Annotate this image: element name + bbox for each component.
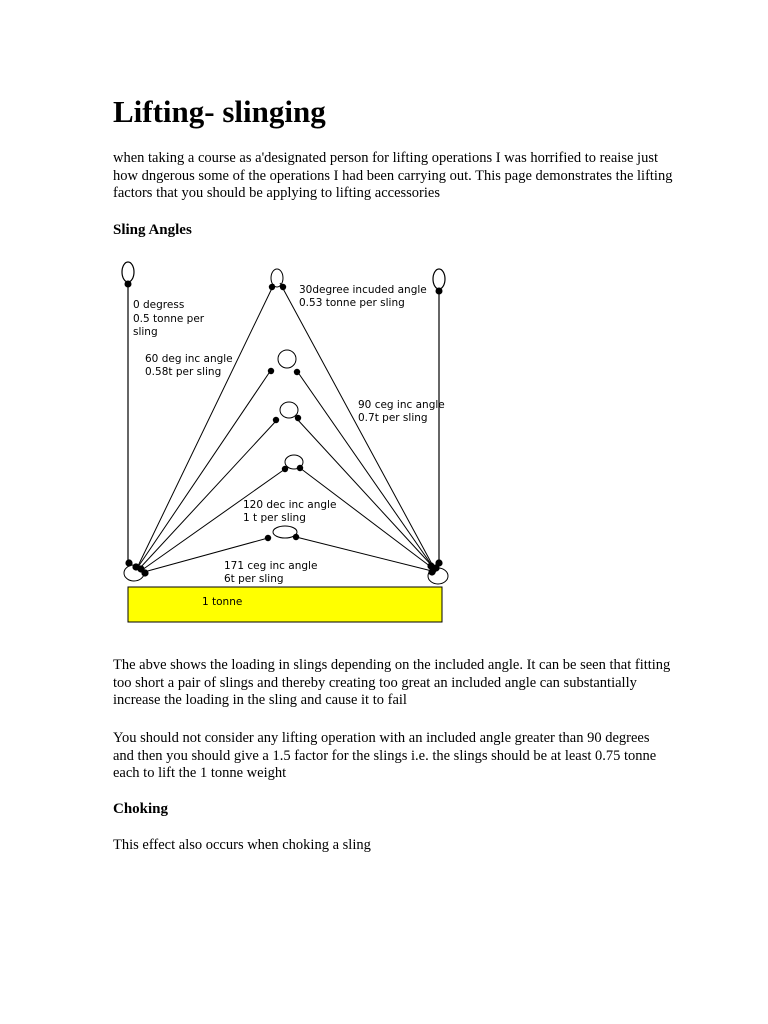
label-0-line1: 0 degress	[133, 299, 185, 311]
choking-heading: Choking	[113, 801, 169, 817]
loading-explanation-paragraph: The abve shows the loading in slings depending on the included angle. It can be seen that fitting too short a pair of slings and thereby creating too great an included angle can substantially increase the loading in the sling and cause it to fail	[113, 657, 671, 708]
choking-paragraph: This effect also occurs when choking a sling	[113, 837, 371, 853]
label-120-line2: 1 t per sling	[243, 512, 306, 524]
label-30-line2: 0.53 tonne per sling	[299, 297, 405, 309]
label-171-line2: 6t per sling	[224, 573, 284, 585]
load-label: 1 tonne	[202, 596, 243, 608]
label-0-line3: sling	[133, 326, 158, 338]
safety-factor-paragraph: You should not consider any lifting operation with an included angle greater than 90 degrees and then you should give a 1.5 factor for the slings i.e. the slings should be at least 0.75 tonne each to lift the 1 tonne weight	[113, 730, 657, 781]
page-title: Lifting- slinging	[113, 94, 326, 129]
load-block	[128, 587, 442, 622]
sling-labels	[133, 284, 445, 585]
label-60-line1: 60 deg inc angle	[145, 353, 233, 365]
label-120-line1: 120 dec inc angle	[243, 499, 337, 511]
label-30-line1: 30degree incuded angle	[299, 284, 427, 296]
intro-paragraph: when taking a course as a'designated person for lifting operations I was horrified to reaise just how dngerous some of the operations I had been carrying out. This page demonstrates the lifting factors that you should be applying to lifting accessories	[113, 150, 673, 201]
sling-angles-diagram	[118, 258, 458, 628]
label-90-line2: 0.7t per sling	[358, 412, 428, 424]
label-171-line1: 171 ceg inc angle	[224, 560, 318, 572]
label-90-line1: 90 ceg inc angle	[358, 399, 445, 411]
label-0-line2: 0.5 tonne per	[133, 313, 205, 325]
label-60-line2: 0.58t per sling	[145, 366, 222, 378]
sling-angles-heading: Sling Angles	[113, 222, 192, 238]
